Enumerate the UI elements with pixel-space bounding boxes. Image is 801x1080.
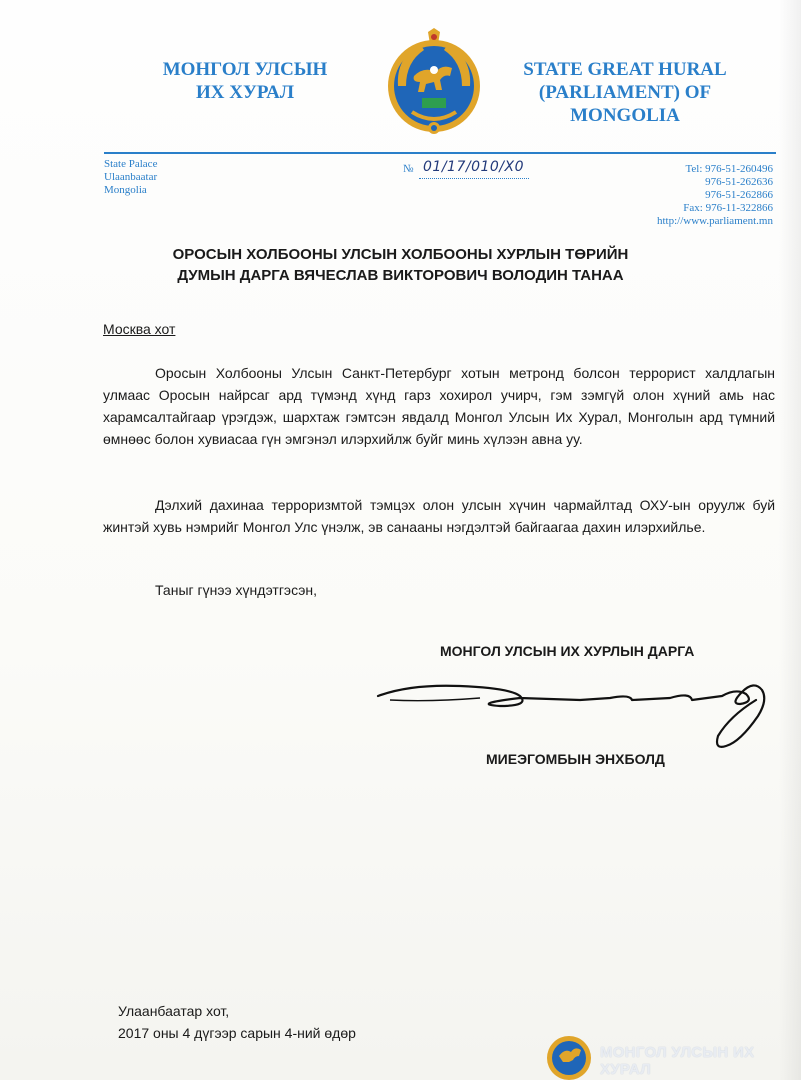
letterhead-en-line1: STATE GREAT HURAL	[523, 59, 727, 80]
body-paragraph-1	[103, 362, 775, 450]
body-line: оруулж буй жинтэй хувь нэмрийг Монгол Улс үнэлж, эв санааны нэгдэлтэй байгаагаа	[103, 497, 776, 535]
letterhead-mongolian	[130, 58, 360, 104]
letterhead-mn-line1: МОНГОЛ УЛСЫН	[162, 59, 328, 80]
reference-number	[403, 159, 528, 181]
closing-salutation: Таныг гүнээ хүндэтгэсэн,	[155, 582, 317, 598]
contact-tel: Tel: 976-51-260496	[685, 163, 773, 175]
letterhead-en-line3: MONGOLIA	[570, 105, 680, 126]
address-line: State Palace	[104, 158, 158, 170]
footer-place: Улаанбаатар хот,	[118, 1003, 230, 1019]
body-line: илэрхийлж буйг минь хүлээн авна уу.	[340, 431, 583, 447]
body-line: дахин илэрхийлье.	[582, 519, 706, 535]
body-line: халдлагын улмаас Оросын найрсаг ард түмэнд хүнд гарз хохирол учирч, гэм зэмгүй	[103, 365, 775, 403]
address-line: Ulaanbaatar	[104, 171, 158, 183]
body-line: Улсын Их Хурал, Монголын ард түмний өмнөөс болон хувиасаа гүн эмгэнэл	[103, 409, 776, 447]
letterhead-divider	[104, 152, 776, 154]
letterhead-en-line2: (PARLIAMENT) OF	[538, 82, 712, 103]
watermark-text: МОНГОЛ УЛСЫН ИХ ХУРАЛ	[600, 1044, 755, 1078]
reference-dotted-line	[419, 178, 529, 179]
contact-tel: 976-51-262866	[705, 189, 773, 201]
sender-address	[104, 158, 157, 197]
page-edge-shadow	[779, 0, 801, 1080]
contact-tel: 976-51-262636	[705, 176, 773, 188]
reference-handwritten: 01/17/010/Х0	[423, 159, 524, 175]
addressee-line1: ОРОСЫН ХОЛБООНЫ УЛСЫН ХОЛБООНЫ ХУРЛЫН ТӨРИЙН	[172, 246, 629, 263]
state-emblem-icon	[384, 28, 484, 140]
footer-date: 2017 оны 4 дүгээр сарын 4-ний өдөр	[118, 1025, 356, 1041]
addressee-line2: ДУМЫН ДАРГА ВЯЧЕСЛАВ ВИКТОРОВИЧ ВОЛОДИН ТАНАА	[177, 267, 624, 284]
contact-info	[657, 163, 773, 228]
body-line: олон хүний амь нас харамсалтайгаар үрэгдэж, шархтаж гэмтсэн явдалд Монгол	[103, 387, 775, 425]
body-paragraph-2	[103, 494, 775, 538]
reference-symbol: №	[403, 163, 414, 175]
contact-website: http://www.parliament.mn	[657, 215, 773, 227]
signatory-name: МИЕЭГОМБЫН ЭНХБОЛД	[486, 751, 665, 767]
letterhead-english	[505, 58, 745, 127]
contact-fax: Fax: 976-11-322866	[683, 202, 773, 214]
signatory-title: МОНГОЛ УЛСЫН ИХ ХУРЛЫН ДАРГА	[440, 643, 695, 659]
city-line: Москва хот	[103, 321, 176, 337]
handwritten-signature	[370, 670, 790, 760]
body-line: Дэлхий дахинаа терроризмтой тэмцэх олон улсын хүчин чармайлтад ОХУ-ын	[155, 497, 691, 513]
letterhead-mn-line2: ИХ ХУРАЛ	[196, 82, 294, 103]
body-line: Оросын Холбооны Улсын Санкт-Петербург хотын метронд болсон террорист	[155, 365, 696, 381]
address-line: Mongolia	[104, 184, 147, 196]
